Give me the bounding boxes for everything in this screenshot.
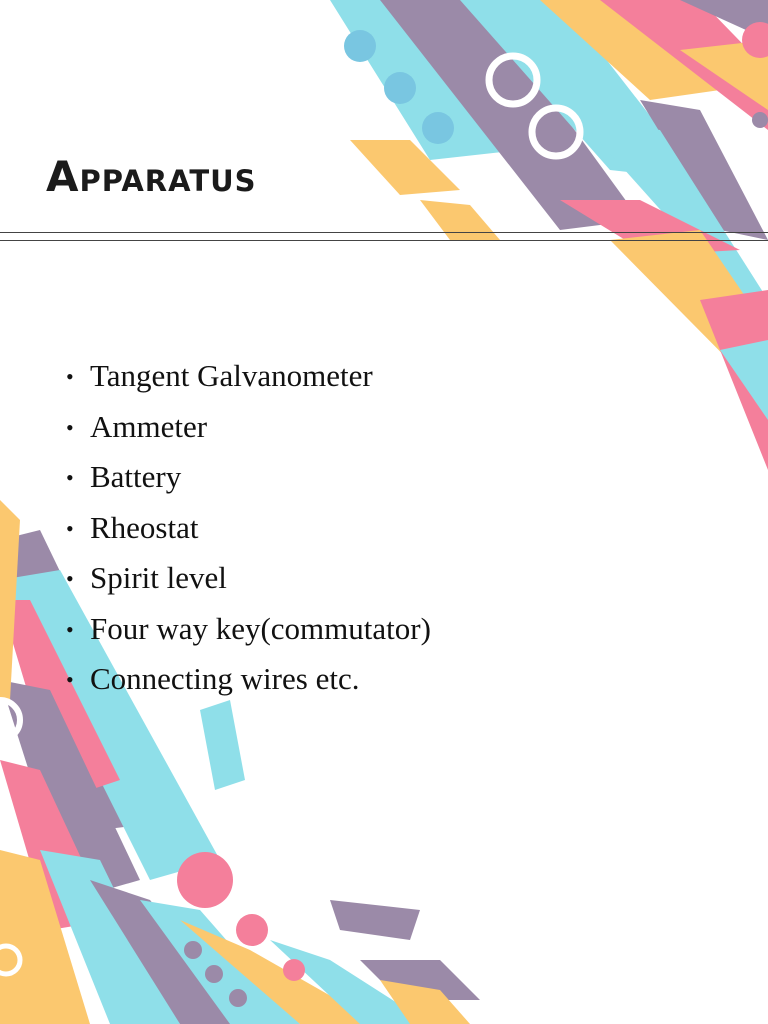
list-item-text: Spirit level [90,560,227,595]
bullet-icon: • [66,566,74,591]
title-divider-top [0,232,768,233]
list-item-text: Battery [90,459,182,494]
list-item-text: Connecting wires etc. [90,661,360,696]
title-divider-bottom [0,240,768,241]
bullet-icon: • [66,414,74,440]
bullet-icon: • [66,465,74,490]
page-title: Apparatus [46,152,257,201]
list-item [66,354,431,405]
list-item [66,455,431,506]
list-item [66,506,431,557]
bullet-icon: • [66,616,74,642]
list-item-text: Ammeter [90,408,208,444]
bullet-icon: • [66,667,74,692]
list-item [66,405,431,456]
list-item-text: Tangent Galvanometer [90,358,373,393]
list-item [66,657,431,708]
list-item [66,556,431,607]
list-item-text: Rheostat [90,509,199,545]
apparatus-list [66,354,431,708]
bullet-icon: • [66,515,74,541]
bullet-icon: • [66,364,74,389]
list-item [66,607,431,658]
list-item-text: Four way key(commutator) [90,610,431,646]
